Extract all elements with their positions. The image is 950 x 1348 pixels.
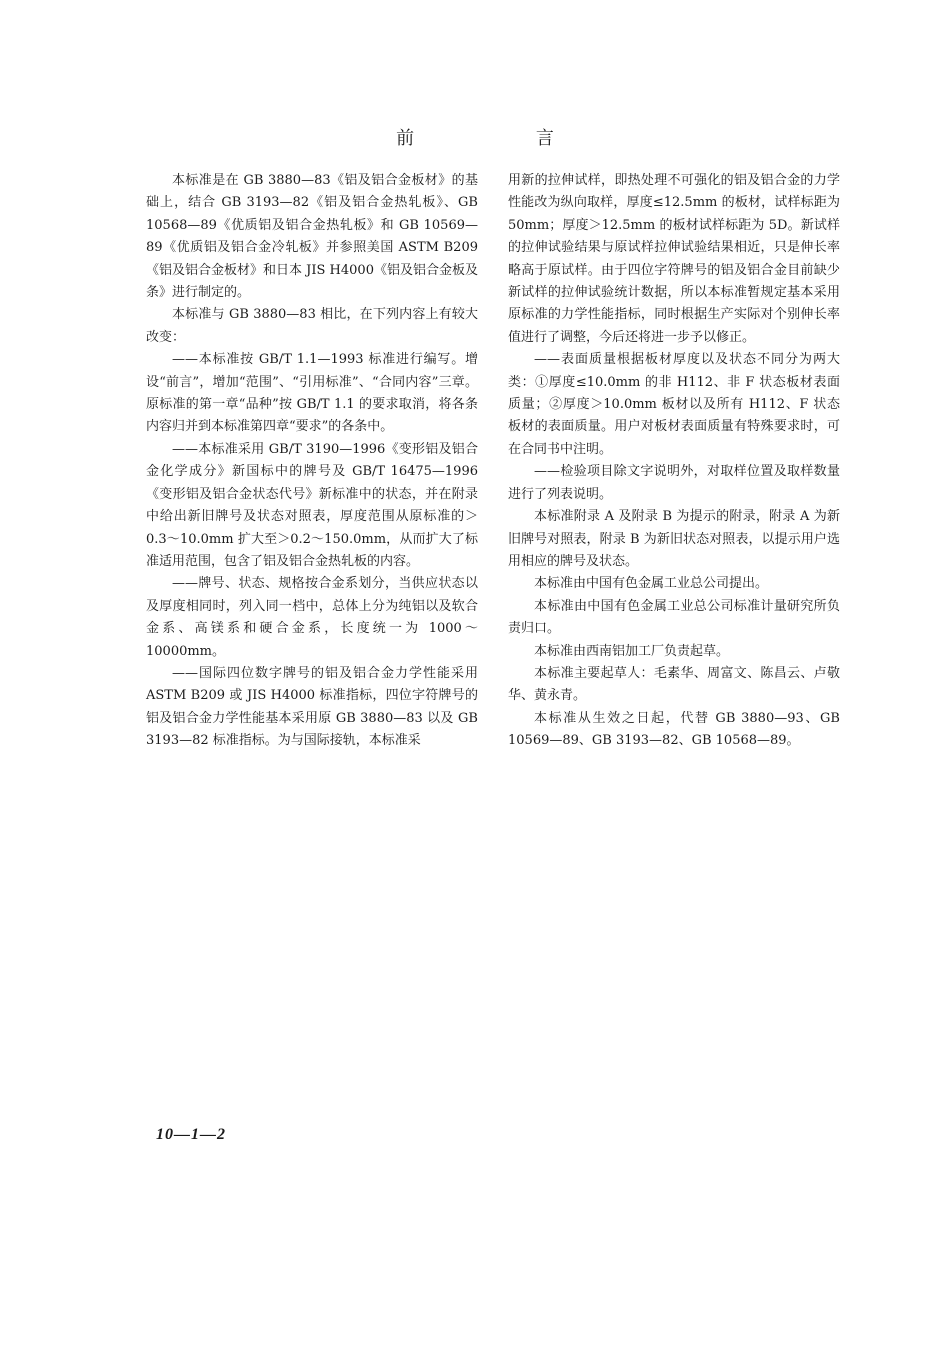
- paragraph: ——表面质量根据板材厚度以及状态不同分为两大类：①厚度≤10.0mm 的非 H112、非 F 状态板材表面质量；②厚度＞10.0mm 板材以及所有 H112、F 状态板材的表面质量。用户对板材表面质量有特殊要求时，可在合同书中注明。: [508, 352, 840, 457]
- paragraph: 本标准由中国有色金属工业总公司标准计量研究所负责归口。: [508, 598, 840, 637]
- paragraph: ——检验项目除文字说明外，对取样位置及取样数量进行了列表说明。: [508, 464, 840, 502]
- page-number: 10—1—2: [156, 1126, 226, 1143]
- page-title: 前 言: [396, 128, 612, 149]
- paragraph: ——本标准按 GB/T 1.1—1993 标准进行编写。增设“前言”，增加“范围”、“引用标准”、“合同内容”三章。原标准的第一章“品种”按 GB/T 1.1 的要求取消，将各条内容归并到本标准第四章“要求”的各条中。: [146, 352, 478, 435]
- paragraph: 本标准是在 GB 3880—83《铝及铝合金板材》的基础上，结合 GB 3193—82《铝及铝合金热轧板》、GB 10568—89《优质铝及铝合金热轧板》和 GB 10569—89《优质铝及铝合金冷轧板》并参照美国 ASTM B209《铝及铝合金板材》和日本 JIS H4000《铝及铝合金板及条》进行制定的。: [146, 173, 478, 301]
- paragraph: 本标准由西南铝加工厂负责起草。: [534, 643, 730, 659]
- paragraph: 本标准与 GB 3880—83 相比，在下列内容上有较大改变：: [146, 307, 478, 345]
- paragraph: ——牌号、状态、规格按合金系划分，当供应状态以及厚度相同时，列入同一档中，总体上分为纯铝以及软合金系、高镁系和硬合金系，长度统一为 1000～10000mm。: [146, 576, 478, 659]
- paragraph: 本标准主要起草人：毛素华、周富文、陈昌云、卢敬华、黄永青。: [508, 665, 840, 704]
- paragraph-continuation: 用新的拉伸试样，即热处理不可强化的铝及铝合金的力学性能改为纵向取样，厚度≤12.5mm 的板材，试样标距为 50mm；厚度＞12.5mm 的板材试样标距为 5D。新试样的拉伸试验结果与原试样拉伸试验结果相近，只是伸长率略高于原试样。由于四位字符牌号的铝及铝合金目前缺少新试样的拉伸试验统计数据，所以本标准暂规定基本采用原标准的力学性能指标，同时根据生产实际对个别伸长率值进行了调整，今后还将进一步予以修正。: [508, 173, 840, 345]
- paragraph: 本标准从生效之日起，代替 GB 3880—93、GB 10569—89、GB 3193—82、GB 10568—89。: [508, 710, 840, 749]
- left-column: [146, 170, 478, 753]
- paragraph: 本标准附录 A 及附录 B 为提示的附录，附录 A 为新旧牌号对照表，附录 B 为新旧状态对照表，以提示用户选用相应的牌号及状态。: [508, 509, 840, 569]
- right-column: [508, 170, 840, 753]
- paragraph: ——国际四位数字牌号的铝及铝合金力学性能采用 ASTM B209 或 JIS H4000 标准指标，四位字符牌号的铝及铝合金力学性能基本采用原 GB 3880—83 以及 GB 3193—82 标准指标。为与国际接轨，本标准采: [146, 665, 478, 749]
- paragraph: ——本标准采用 GB/T 3190—1996《变形铝及铝合金化学成分》新国标中的牌号及 GB/T 16475—1996《变形铝及铝合金状态代号》新标准中的状态，并在附录中给出新旧牌号及状态对照表，厚度范围从原标准的＞0.3～10.0mm 扩大至＞0.2～150.0mm，从而扩大了标准适用范围，包含了铝及铝合金热轧板的内容。: [146, 441, 478, 569]
- paragraph: 本标准由中国有色金属工业总公司提出。: [534, 576, 769, 592]
